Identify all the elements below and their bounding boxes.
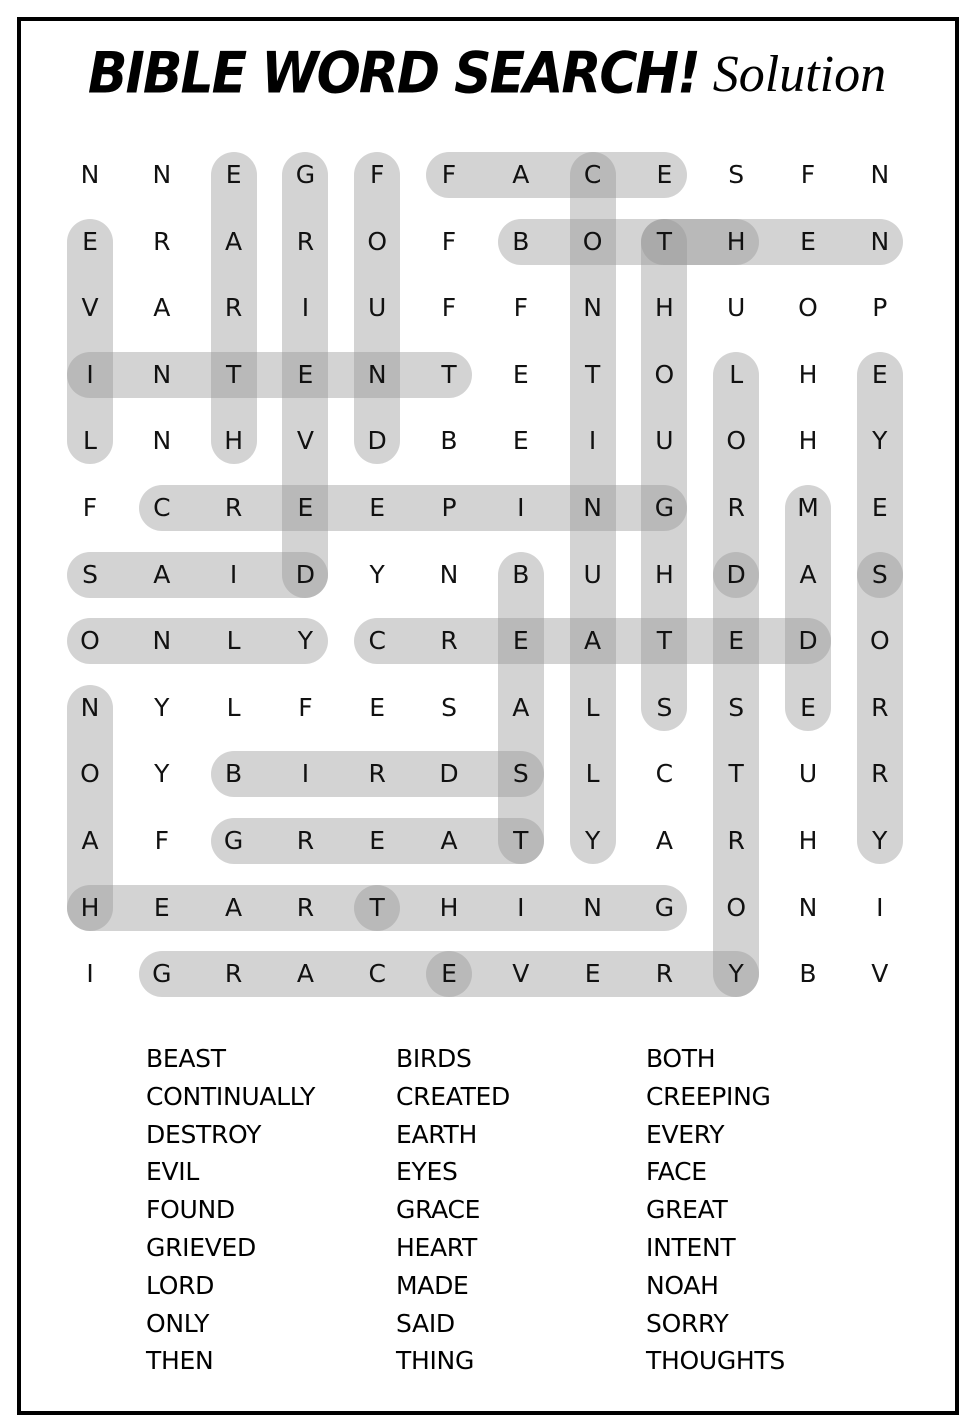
grid-cell: E: [297, 493, 314, 522]
grid-cell: E: [153, 892, 170, 922]
word-list-item: BOTH: [646, 1044, 716, 1073]
title-solution: Solution: [712, 46, 887, 103]
grid-cell: R: [871, 692, 889, 722]
grid-cell: I: [301, 293, 310, 323]
grid-cell: T: [728, 759, 744, 789]
grid-cell: N: [367, 359, 387, 389]
grid-cell: T: [225, 359, 242, 389]
grid-cell: O: [869, 626, 890, 656]
grid-cell: L: [83, 426, 97, 456]
grid-cell: A: [81, 826, 99, 855]
grid-cell: I: [301, 759, 310, 789]
grid-cell: Y: [297, 626, 314, 656]
grid-cell: N: [152, 359, 172, 389]
grid-cell: E: [82, 226, 98, 256]
grid-cell: N: [798, 892, 818, 922]
grid-cell: S: [728, 692, 745, 722]
grid-cell: F: [154, 826, 169, 855]
grid-cell: E: [512, 426, 529, 456]
grid-cell: F: [441, 293, 457, 323]
grid-cell: F: [298, 692, 313, 722]
grid-cell: F: [513, 293, 528, 323]
word-list-item: FOUND: [146, 1195, 235, 1225]
grid-cell: R: [727, 493, 745, 522]
word-list-item: EVIL: [146, 1157, 199, 1187]
grid-cell: E: [369, 826, 386, 855]
word-list-item: CONTINUALLY: [146, 1081, 316, 1111]
grid-cell: I: [229, 559, 238, 589]
word-list-item: GRIEVED: [146, 1232, 256, 1262]
word-list-item: LORD: [146, 1270, 215, 1300]
word-list-column: [396, 1040, 510, 1380]
grid-cell: E: [512, 626, 529, 656]
grid-cell: Y: [369, 559, 385, 589]
grid-cell: E: [871, 493, 888, 522]
grid-cell: O: [654, 359, 675, 389]
grid-cell: A: [512, 160, 530, 189]
grid-cell: T: [441, 359, 457, 389]
grid-cell: Y: [154, 759, 170, 789]
grid-cell: D: [367, 426, 387, 456]
word-list-item: NOAH: [646, 1270, 719, 1300]
grid-cell: F: [369, 160, 385, 189]
grid-cell: H: [80, 892, 100, 922]
grid-cell: R: [655, 959, 674, 989]
word-list-item: THOUGHTS: [646, 1346, 785, 1376]
grid-cell: C: [583, 160, 602, 189]
word-list-item: SORRY: [646, 1308, 729, 1338]
grid-cell: P: [872, 293, 888, 323]
grid-cell: L: [585, 759, 600, 789]
grid-cell: R: [224, 959, 243, 989]
grid-cell: H: [439, 892, 459, 922]
grid-cell: I: [517, 493, 525, 522]
grid-cell: I: [588, 426, 597, 456]
grid-cell: S: [728, 160, 745, 189]
word-list-item: BEAST: [146, 1044, 226, 1073]
grid-cell: R: [153, 226, 171, 256]
grid-cell: N: [152, 160, 172, 189]
grid-cell: C: [368, 626, 386, 656]
grid-cell: R: [296, 892, 315, 922]
grid-cell: D: [295, 559, 316, 589]
grid-cell: N: [583, 293, 602, 323]
grid-cell: A: [584, 626, 602, 656]
grid-cell: H: [654, 293, 674, 323]
grid-cell: O: [726, 426, 747, 456]
grid-cell: E: [441, 959, 457, 989]
grid-cell: T: [513, 826, 529, 855]
grid-cell: A: [440, 826, 458, 855]
grid-cell: L: [729, 359, 744, 389]
grid-cell: I: [86, 959, 94, 989]
word-list-column: [646, 1040, 785, 1380]
grid-cell: C: [153, 493, 171, 522]
grid-cell: F: [441, 226, 457, 256]
grid-cell: O: [80, 759, 100, 789]
grid-cell: A: [153, 559, 171, 589]
grid-cell: E: [656, 160, 673, 189]
grid-cell: F: [82, 493, 98, 522]
grid-cell: N: [870, 226, 890, 256]
grid-cell: N: [583, 493, 602, 522]
word-list-item: MADE: [396, 1270, 469, 1300]
grid-cell: U: [655, 426, 674, 456]
word-list-item: GREAT: [646, 1195, 728, 1225]
grid-cell: T: [656, 626, 673, 656]
grid-cell: V: [81, 293, 99, 323]
grid-cell: S: [512, 759, 529, 789]
word-list-item: THEN: [146, 1346, 214, 1376]
word-list-item: INTENT: [646, 1232, 736, 1262]
grid-cell: N: [152, 626, 172, 656]
word-list-item: SAID: [396, 1308, 455, 1338]
grid-cell: R: [871, 759, 889, 789]
grid-cell: H: [798, 826, 818, 855]
grid-cell: B: [799, 959, 817, 989]
grid-cell: P: [441, 493, 457, 522]
grid-cell: E: [512, 359, 529, 389]
grid-cell: E: [800, 226, 816, 256]
word-list-item: GRACE: [396, 1195, 481, 1225]
grid-cell: E: [800, 692, 816, 722]
grid-cell: C: [368, 959, 386, 989]
word-list-item: ONLY: [146, 1308, 210, 1338]
grid-cell: G: [654, 892, 675, 922]
grid-cell: U: [583, 559, 602, 589]
grid-cell: A: [655, 826, 673, 855]
grid-cell: I: [517, 892, 525, 922]
grid-cell: H: [798, 359, 818, 389]
grid-cell: A: [225, 226, 243, 256]
title-main: BIBLE WORD SEARCH!: [87, 41, 699, 107]
grid-cell: Y: [872, 426, 888, 456]
word-list-item: EVERY: [646, 1119, 725, 1149]
grid-cell: G: [152, 959, 172, 989]
grid-cell: N: [80, 160, 100, 189]
grid-cell: R: [296, 826, 315, 855]
grid-cell: I: [86, 359, 94, 389]
grid-cell: A: [153, 293, 171, 323]
grid-cell: H: [798, 426, 818, 456]
word-list-item: CREEPING: [646, 1081, 771, 1111]
grid-cell: U: [798, 759, 818, 789]
word-list-item: EARTH: [396, 1119, 478, 1149]
word-list-item: EYES: [396, 1157, 458, 1187]
grid-cell: L: [226, 692, 241, 722]
grid-cell: G: [295, 160, 316, 189]
grid-cell: D: [798, 626, 818, 656]
grid-cell: F: [441, 160, 457, 189]
grid-cell: M: [797, 493, 819, 522]
grid-cell: L: [226, 626, 241, 656]
grid-cell: N: [439, 559, 459, 589]
grid-cell: S: [656, 692, 673, 722]
word-list-item: DESTROY: [146, 1119, 262, 1149]
grid-cell: U: [368, 293, 387, 323]
grid-cell: A: [512, 692, 530, 722]
grid-cell: V: [296, 426, 314, 456]
grid-cell: H: [726, 226, 746, 256]
grid-cell: B: [512, 559, 530, 589]
grid-cell: S: [441, 692, 457, 722]
grid-cell: N: [152, 426, 172, 456]
grid-cell: D: [726, 559, 746, 589]
grid-cell: O: [367, 226, 388, 256]
word-list-item: THING: [396, 1346, 475, 1376]
word-list-item: FACE: [646, 1157, 707, 1187]
grid-cell: R: [368, 759, 386, 789]
grid-cell: C: [655, 759, 674, 789]
grid-cell: S: [82, 559, 98, 589]
grid-cell: F: [800, 160, 816, 189]
grid-cell: N: [870, 160, 890, 189]
grid-cell: S: [871, 559, 888, 589]
grid-cell: G: [223, 826, 244, 855]
grid-cell: T: [584, 359, 601, 389]
grid-cell: B: [225, 759, 243, 789]
grid-cell: H: [224, 426, 243, 456]
word-list-item: BIRDS: [396, 1044, 472, 1073]
grid-cell: O: [798, 293, 818, 323]
word-list-item: CREATED: [396, 1081, 511, 1111]
grid-cell: N: [80, 692, 100, 722]
grid-cell: Y: [872, 826, 888, 855]
grid-cell: Y: [584, 826, 601, 855]
grid-cell: V: [871, 959, 889, 989]
word-list-column: [146, 1040, 315, 1380]
grid-cell: R: [727, 826, 745, 855]
grid-cell: T: [656, 226, 673, 256]
grid-cell: G: [654, 493, 675, 522]
word-list-item: HEART: [396, 1232, 478, 1262]
grid-cell: I: [876, 892, 884, 922]
grid-cell: E: [225, 160, 242, 189]
grid-cell: E: [369, 692, 386, 722]
grid-cell: E: [728, 626, 745, 656]
grid-cell: R: [224, 293, 243, 323]
grid-cell: R: [224, 493, 243, 522]
grid-cell: R: [440, 626, 458, 656]
grid-cell: O: [80, 626, 100, 656]
grid-cell: O: [726, 892, 747, 922]
grid-cell: L: [585, 692, 600, 722]
grid-cell: H: [654, 559, 674, 589]
grid-cell: A: [296, 959, 314, 989]
grid-cell: D: [439, 759, 459, 789]
grid-cell: E: [871, 359, 888, 389]
grid-cell: E: [369, 493, 386, 522]
grid-cell: E: [297, 359, 314, 389]
grid-cell: Y: [728, 959, 744, 989]
grid-cell: A: [799, 559, 817, 589]
grid-cell: A: [225, 892, 243, 922]
grid-cell: R: [296, 226, 315, 256]
grid-cell: U: [727, 293, 746, 323]
highlight-intent: [67, 352, 472, 398]
grid-cell: V: [512, 959, 530, 989]
grid-cell: B: [440, 426, 458, 456]
grid-cell: T: [369, 892, 385, 922]
grid-cell: B: [512, 226, 530, 256]
grid-cell: E: [584, 959, 601, 989]
grid-cell: O: [582, 226, 603, 256]
grid-cell: Y: [154, 692, 170, 722]
grid-cell: N: [583, 892, 602, 922]
